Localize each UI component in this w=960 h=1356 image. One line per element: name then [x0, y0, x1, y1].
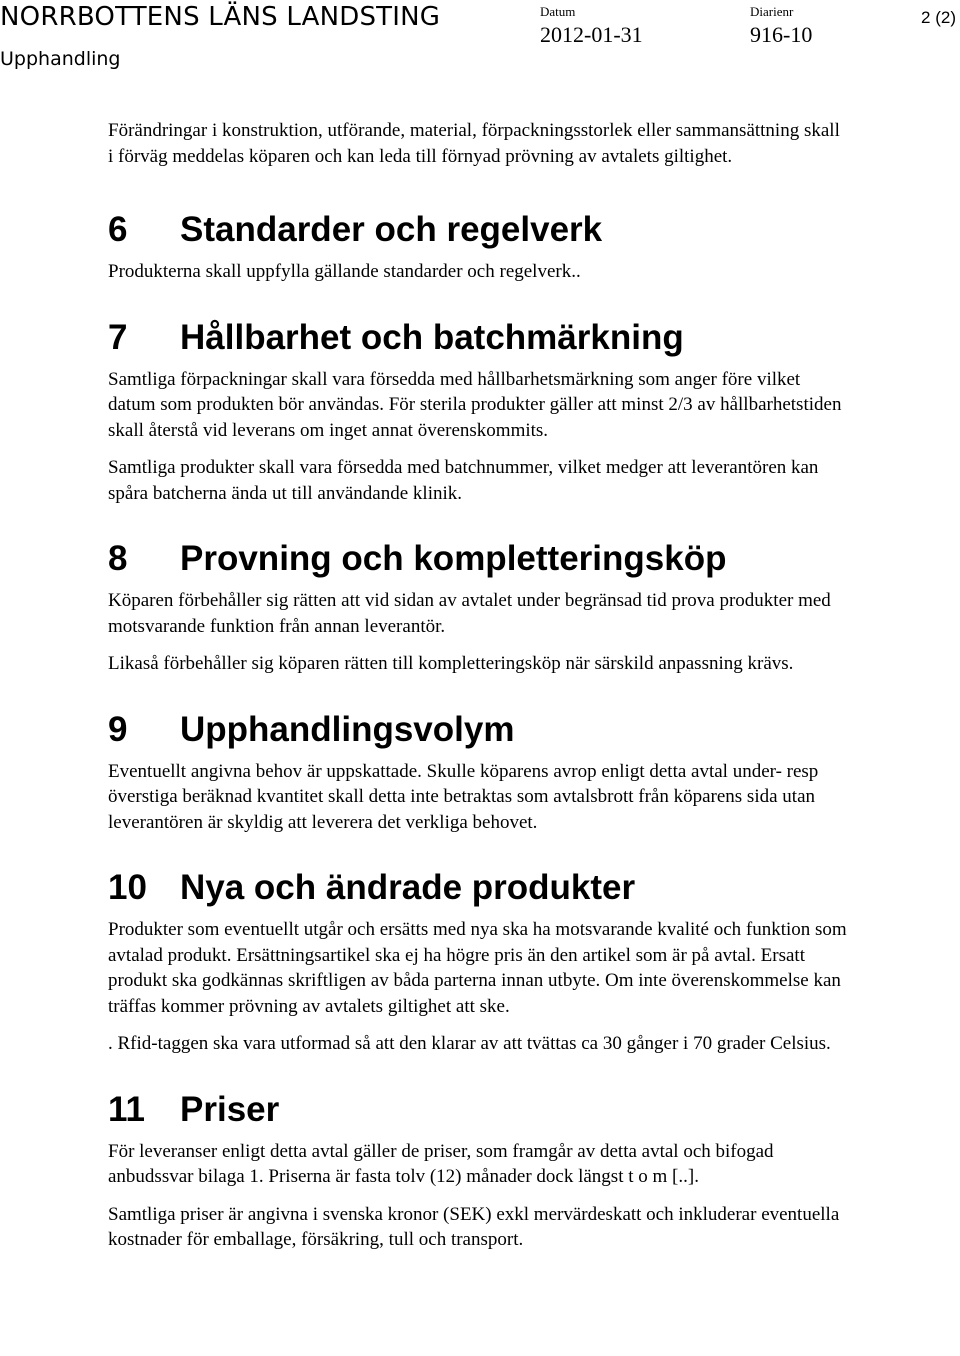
- section-title: Hållbarhet och batchmärkning: [180, 317, 684, 357]
- section-number: 8: [108, 539, 128, 578]
- page-number: 2 (2): [921, 8, 956, 27]
- section-number: 6: [108, 210, 128, 249]
- section-paragraph: . Rfid-taggen ska vara utformad så att den klarar av att tvättas ca 30 gånger i 70 grader Celsius.: [108, 1033, 831, 1054]
- department-name: Upphandling: [0, 48, 121, 70]
- intro-paragraph: Förändringar i konstruktion, utförande, material, förpackningsstorlek eller sammansättning skall i förväg meddelas köparen och kan leda till förnyad prövning av avtalets giltighet.: [108, 120, 840, 167]
- section-number: 11: [108, 1089, 145, 1129]
- registration-value: 916-10: [750, 22, 813, 47]
- section-heading: [108, 1089, 848, 1131]
- section-paragraph: Samtliga förpackningar skall vara försedda med hållbarhetsmärkning som anger före vilket datum som produkten bör användas. För sterila produkter gäller att minst 2/3 av hållbarhetstiden skall återstå vid leverans om inget annat överenskommits.: [108, 368, 842, 441]
- section-10: [108, 867, 848, 1057]
- section-title: Nya och ändrade produkter: [180, 868, 636, 907]
- section-heading: [108, 209, 848, 251]
- section-heading: [108, 867, 848, 909]
- section-7: [108, 317, 848, 507]
- section-number: 10: [108, 868, 147, 907]
- section-paragraph: Samtliga produkter skall vara försedda med batchnummer, vilket medger att leverantören kan spåra batcherna ända ut till användande klinik.: [108, 457, 819, 504]
- section-paragraph: För leveranser enligt detta avtal gäller de priser, som framgår av detta avtal och bifogad anbudssvar bilaga 1. Priserna är fasta tolv (12) månader dock längst t o m [..].: [108, 1140, 774, 1187]
- registration-label: Diarienr: [750, 4, 794, 19]
- section-number: 7: [108, 317, 128, 357]
- section-title: Provning och kompletteringsköp: [180, 539, 727, 578]
- date-label: Datum: [540, 4, 576, 19]
- section-paragraph: Produkter som eventuellt utgår och ersätts med nya ska ha motsvarande kvalité och funktion som avtalad produkt. Ersättningsartikel ska ej ha högre pris än den artikel som är på avtal. Ersatt produkt ska godkännas skriftligen av båda parterna innan utbyte. Om inte överenskommelse kan träffas kommer prövning av avtalets giltighet att ske.: [108, 919, 847, 1017]
- section-heading: [108, 709, 848, 751]
- section-paragraph: Likaså förbehåller sig köparen rätten till kompletteringsköp när särskild anpassning krävs.: [108, 653, 794, 674]
- section-number: 9: [108, 709, 128, 749]
- section-paragraph: Eventuellt angivna behov är uppskattade. Skulle köparens avrop enligt detta avtal under- resp överstiga beräknad kvantitet skall detta inte betraktas som avtalsbrott från köparens sida utan leverantören är skyldig att leverera det verkliga behovet.: [108, 760, 819, 833]
- section-paragraph: Samtliga priser är angivna i svenska kronor (SEK) exkl mervärdeskatt och inkluderar eventuella kostnader för emballage, försäkring, tull och transport.: [108, 1203, 840, 1250]
- document-body: [108, 118, 848, 1253]
- section-title: Priser: [180, 1089, 280, 1129]
- section-paragraph: Köparen förbehåller sig rätten att vid sidan av avtalet under begränsad tid prova produkter med motsvarande funktion från annan leverantör.: [108, 590, 831, 637]
- section-6: [108, 209, 848, 285]
- section-title: Upphandlingsvolym: [180, 709, 515, 749]
- section-heading: [108, 538, 848, 580]
- section-11: [108, 1089, 848, 1253]
- section-9: [108, 709, 848, 836]
- section-heading: [108, 317, 848, 359]
- organization-name: NORRBOTTENS LÄNS LANDSTING: [0, 2, 441, 32]
- section-paragraph: Produkterna skall uppfylla gällande standarder och regelverk..: [108, 261, 581, 282]
- section-8: [108, 538, 848, 677]
- page-header: [0, 0, 960, 80]
- section-title: Standarder och regelverk: [180, 210, 603, 249]
- date-value: 2012-01-31: [540, 22, 643, 47]
